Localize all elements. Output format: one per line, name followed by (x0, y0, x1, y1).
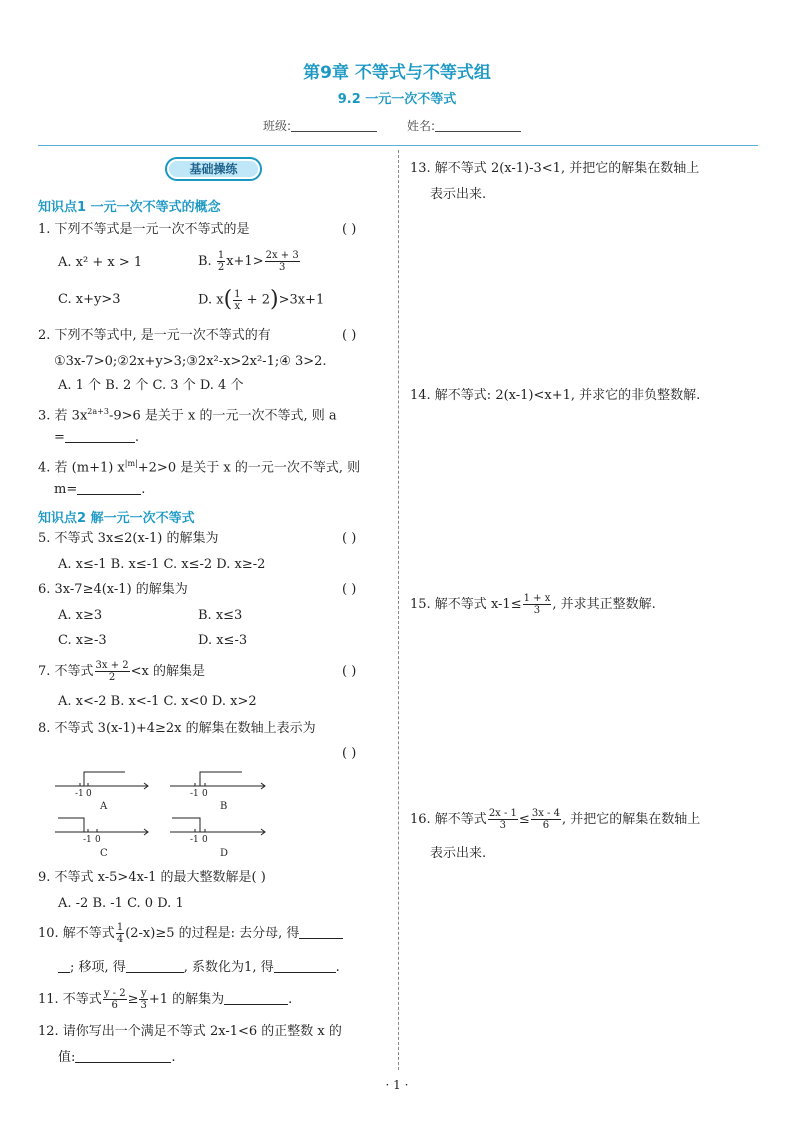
section-title: 9.2 一元一次不等式 (337, 92, 457, 107)
q2-options: A. 1 个 B. 2 个 C. 3 个 D. 4 个 (58, 378, 244, 393)
fraction: $\frac{1}{4}$ (116, 922, 124, 945)
q8-answer-paren: ( ) (342, 746, 357, 761)
q13-line1: 13. 解不等式 2(x-1)-3<1, 并把它的解集在数轴上 (410, 161, 700, 176)
q7-options: A. x<-2 B. x<-1 C. x<0 D. x>2 (58, 694, 257, 709)
tick-label: 0 (95, 835, 101, 845)
fraction: $\frac{y - 2}{6}$ (103, 988, 126, 1011)
q13-line2: 表示出来. (430, 187, 487, 202)
page-number: · 1 · (385, 1078, 409, 1092)
q10-answer-line: ; 移项, 得 , 系数化为1, 得 . (58, 960, 340, 976)
q6-option-c: C. x≥-3 (58, 633, 107, 648)
q12-answer-line: 值: . (58, 1050, 176, 1065)
section-badge: 基础操练 (165, 157, 262, 181)
q5-options: A. x≤-1 B. x≤-1 C. x≤-2 D. x≥-2 (58, 557, 266, 572)
q6-option-d: D. x≤-3 (198, 633, 248, 648)
q6-option-b: B. x≤3 (198, 608, 243, 623)
fraction: $\frac{2x - 1}{3}$ (488, 808, 517, 831)
tick-label: 0 (202, 835, 208, 845)
q12-stem: 12. 请你写出一个满足不等式 2x-1<6 的正整数 x 的 (38, 1024, 342, 1039)
q1-answer-paren: ( ) (342, 222, 357, 237)
q9-stem: 9. 不等式 x-5>4x-1 的最大整数解是( ) (38, 870, 266, 885)
tick-label: 0 (202, 789, 208, 799)
fraction: $\frac{3x - 4}{6}$ (531, 808, 560, 831)
tick-label: -1 (190, 835, 199, 845)
option-label: B (220, 801, 228, 812)
column-divider (398, 150, 399, 1070)
q2-items: ①3x-7>0;②2x+y>3;③2x²-x>2x²-1;④ 3>2. (54, 354, 327, 369)
q2-stem: 2. 下列不等式中, 是一元一次不等式的有 (38, 328, 271, 343)
fraction: $\frac{1 + x}{3}$ (523, 593, 551, 616)
q5-answer-paren: ( ) (342, 531, 357, 546)
option-label: A (100, 801, 108, 812)
q6-answer-paren: ( ) (342, 582, 357, 597)
tick-label: -1 (83, 835, 92, 845)
tick-label: -1 (75, 789, 84, 799)
q3-stem: 3. 若 $3x^{2a+3}-9>6$ 是关于 x 的一元一次不等式, 则 a (38, 407, 337, 424)
q1-option-b: B. $\frac{1}{2}$ x+1> $\frac{2x + 3}{3}$ (198, 250, 299, 273)
q6-option-a: A. x≥3 (58, 608, 103, 623)
q7-stem: 7. 不等式 $\frac{3x + 2}{2}$ <x 的解集是 (38, 660, 206, 683)
q1-option-c: C. x+y>3 (58, 292, 121, 307)
q8-stem: 8. 不等式 3(x-1)+4≥2x 的解集在数轴上表示为 (38, 721, 316, 736)
q4-stem: 4. 若 (m+1) $x^{|m|}+2>0$ 是关于 x 的一元一次不等式, 则 (38, 459, 361, 476)
number-line-options (50, 766, 280, 862)
knowledge-point-2: 知识点2 解一元一次不等式 (38, 511, 195, 526)
class-field: 班级: (263, 117, 377, 134)
fraction: $\frac{3x + 2}{2}$ (95, 660, 129, 683)
q6-stem: 6. 3x-7≥4(x-1) 的解集为 (38, 582, 188, 597)
fraction: $\frac{1}{2}$ (217, 250, 225, 273)
tick-label: 0 (86, 789, 92, 799)
chapter-title: 第9章 不等式与不等式组 (303, 63, 491, 83)
knowledge-point-1: 知识点1 一元一次不等式的概念 (38, 200, 221, 215)
fraction: $\frac{1}{x}$ (234, 288, 241, 312)
q11-stem: 11. 不等式 $\frac{y - 2}{6}$ ≥ $\frac{y}{3}$ +1 的解集为 . (38, 988, 293, 1011)
fraction: $\frac{y}{3}$ (140, 988, 147, 1011)
option-label: C (100, 848, 108, 859)
q10-stem: 10. 解不等式 $\frac{1}{4}$ (2-x)≥5 的过程是: 去分母, 得 (38, 918, 343, 950)
q9-options: A. -2 B. -1 C. 0 D. 1 (58, 896, 184, 911)
fraction: $\frac{2x + 3}{3}$ (265, 250, 299, 273)
header-divider (38, 145, 758, 146)
q3-answer-line: = . (54, 430, 140, 445)
q4-answer-line: m= . (54, 482, 146, 497)
q7-answer-paren: ( ) (342, 664, 357, 679)
q15-stem: 15. 解不等式 x-1≤ $\frac{1 + x}{3}$ , 并求其正整数解. (410, 593, 656, 616)
q16-line2: 表示出来. (430, 846, 487, 861)
tick-label: -1 (190, 789, 199, 799)
name-field: 姓名: (407, 117, 521, 134)
q5-stem: 5. 不等式 3x≤2(x-1) 的解集为 (38, 531, 219, 546)
q1-stem: 1. 下列不等式是一元一次不等式的是 (38, 222, 250, 237)
q1-option-a: A. x² + x > 1 (58, 255, 143, 270)
q14-stem: 14. 解不等式: 2(x-1)<x+1, 并求它的非负整数解. (410, 388, 701, 403)
option-label: D (220, 848, 229, 859)
q16-line1: 16. 解不等式 $\frac{2x - 1}{3}$ ≤ $\frac{3x - 4}{6}$ , 并把它的解集在数轴上 (410, 808, 701, 831)
q1-option-d: D. x( $\frac{1}{x}$ + 2)>3x+1 (198, 287, 325, 312)
q2-answer-paren: ( ) (342, 328, 357, 343)
